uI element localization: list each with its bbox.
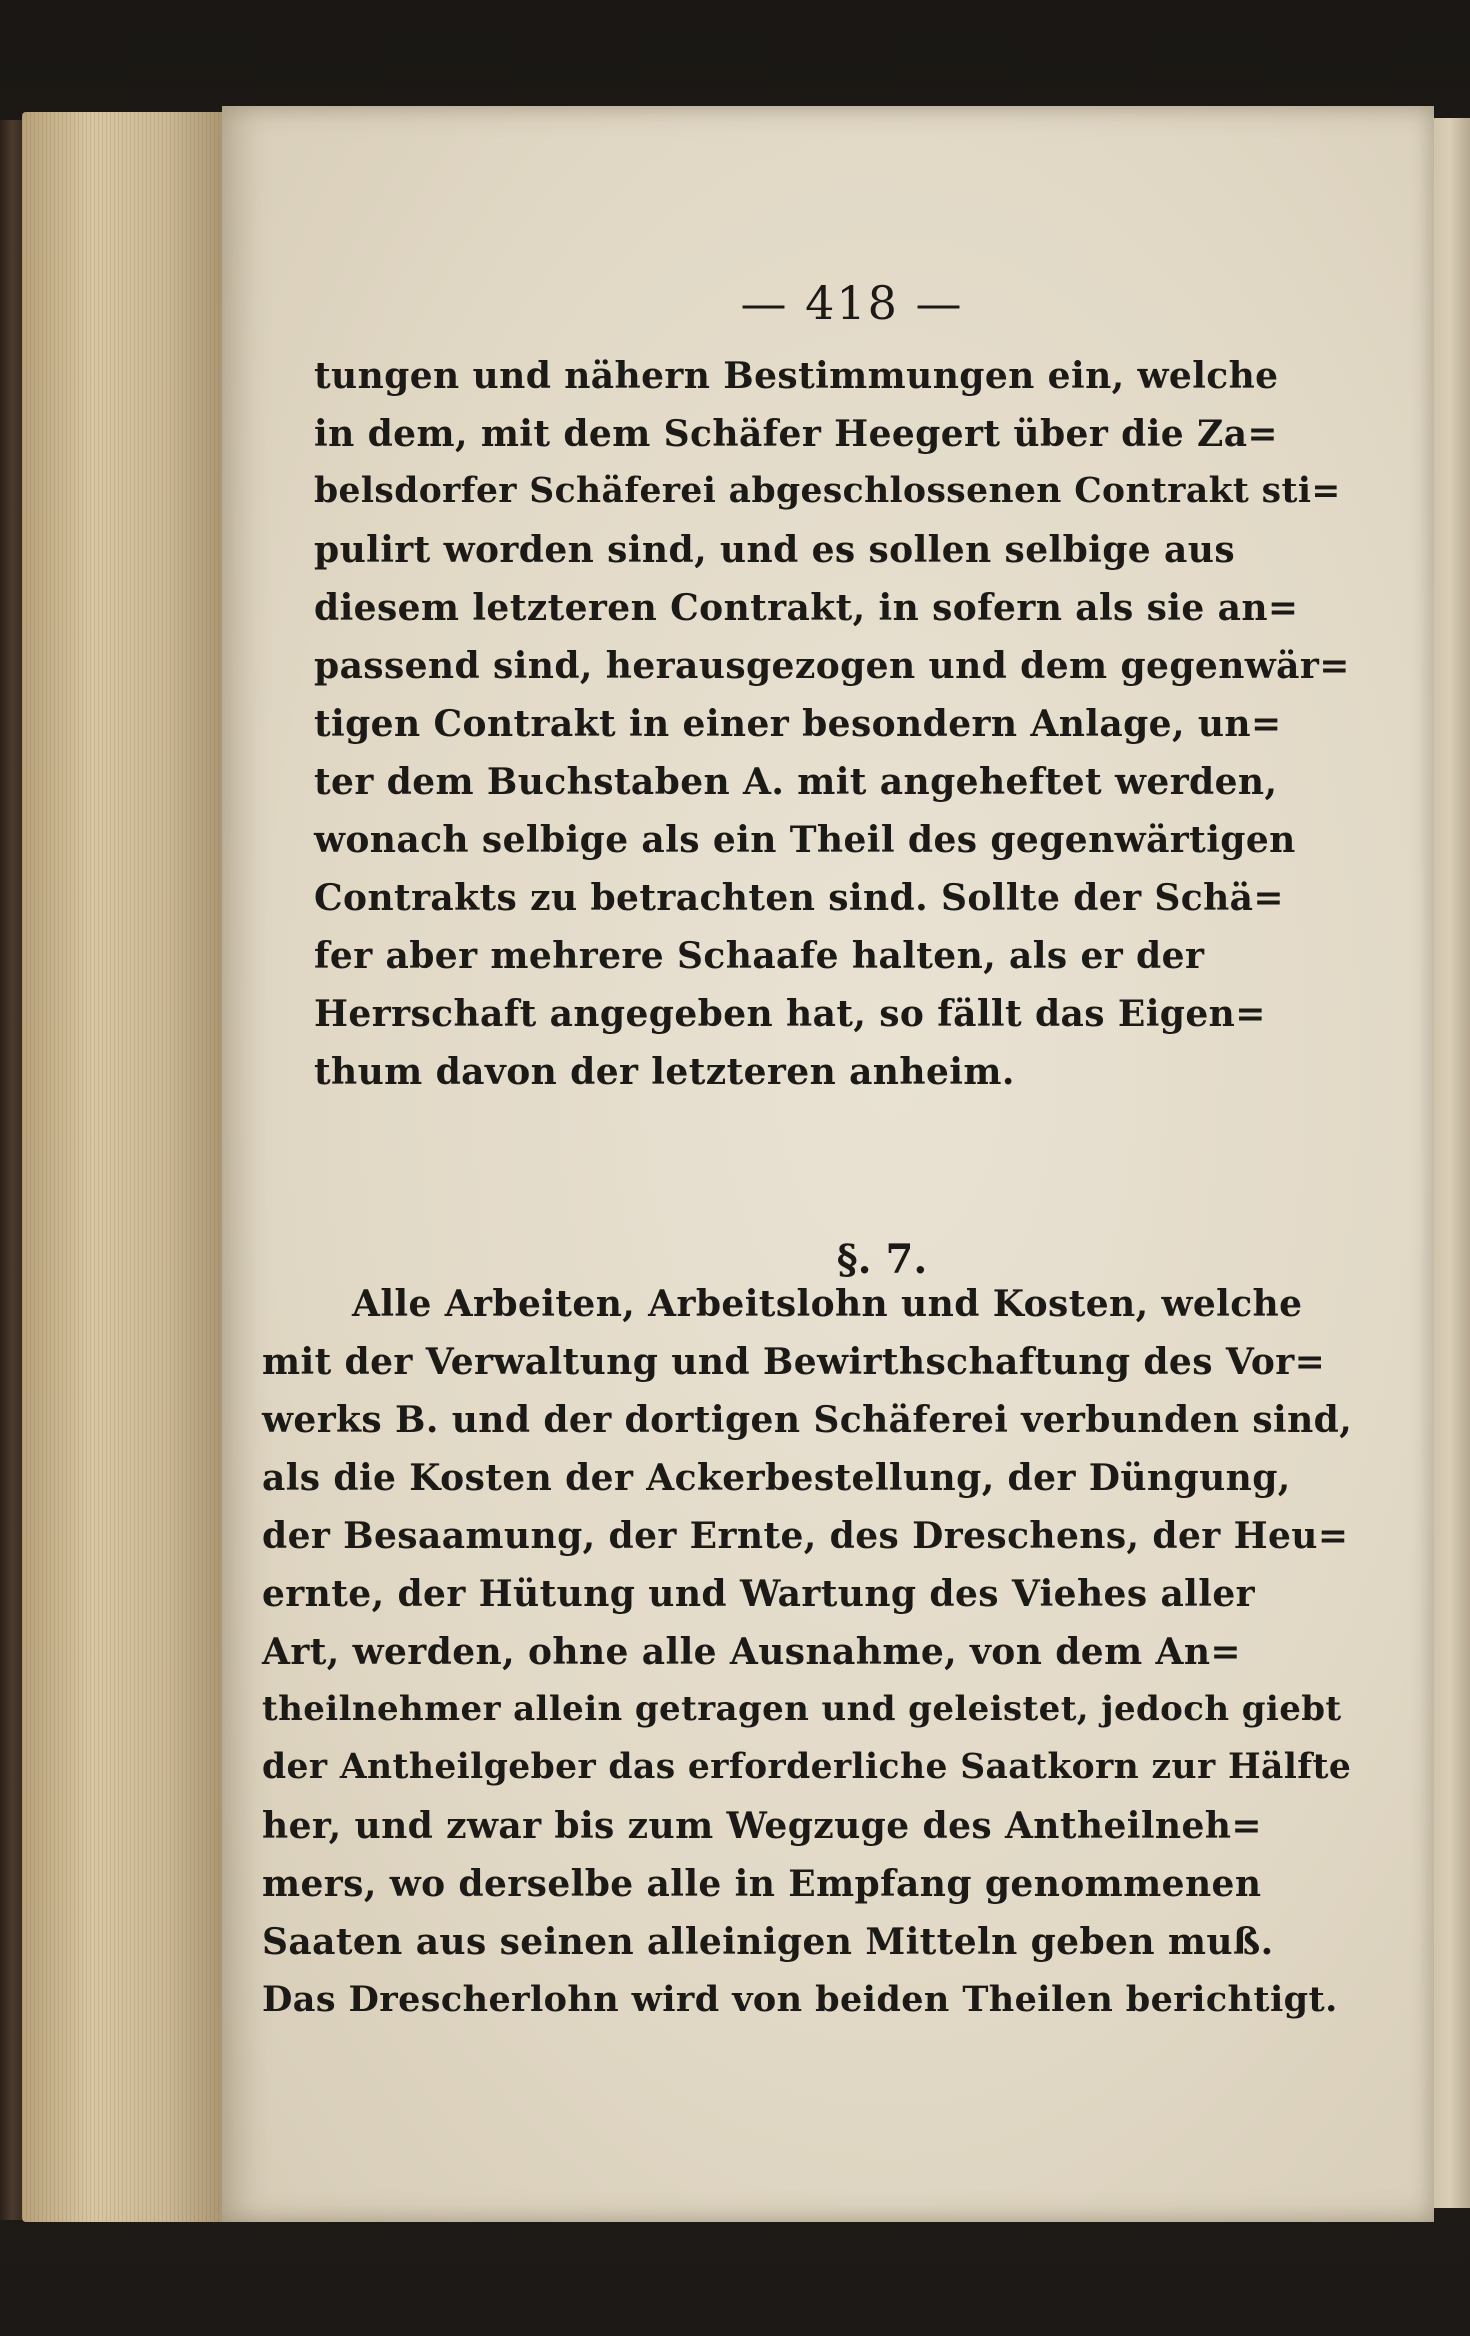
text-line: Saaten aus seinen alleinigen Mitteln geben muß. — [262, 1921, 1274, 1963]
text-line: der Antheilgeber das erforderliche Saatkorn zur Hälfte — [262, 1747, 1352, 1787]
text-line: theilnehmer allein getragen und geleistet, jedoch giebt — [262, 1689, 1342, 1729]
text-line: als die Kosten der Ackerbestellung, der Düngung, — [262, 1457, 1291, 1499]
text-line: tungen und nähern Bestimmungen ein, welche — [314, 355, 1279, 397]
text-line: ernte, der Hütung und Wartung des Viehes aller — [262, 1573, 1256, 1615]
text-line: tigen Contrakt in einer besondern Anlage, un= — [314, 703, 1282, 745]
text-line: werks B. und der dortigen Schäferei verbunden sind, — [262, 1399, 1353, 1441]
text-line: thum davon der letzteren anheim. — [314, 1051, 1015, 1093]
text-line: der Besaamung, der Ernte, des Dreschens, der Heu= — [262, 1515, 1349, 1557]
text-line: pulirt worden sind, und es sollen selbige aus — [314, 529, 1236, 571]
text-line: ter dem Buchstaben A. mit angeheftet werden, — [314, 761, 1278, 803]
text-line: passend sind, herausgezogen und dem gegenwär= — [314, 645, 1350, 687]
text-line: in dem, mit dem Schäfer Heegert über die Za= — [314, 413, 1278, 455]
text-line: fer aber mehrere Schaafe halten, als er der — [314, 935, 1205, 977]
page-edges — [22, 112, 227, 2222]
text-line: mit der Verwaltung und Bewirthschaftung des Vor= — [262, 1341, 1326, 1383]
text-line: Art, werden, ohne alle Ausnahme, von dem An= — [262, 1631, 1242, 1673]
text-line: Contrakts zu betrachten sind. Sollte der Schä= — [314, 877, 1284, 919]
text-line: wonach selbige als ein Theil des gegenwärtigen — [314, 819, 1296, 861]
text-line: belsdorfer Schäferei abgeschlossenen Contrakt sti= — [314, 471, 1341, 511]
section-heading: §. 7. — [836, 1236, 928, 1283]
text-line: diesem letzteren Contrakt, in sofern als sie an= — [314, 587, 1299, 629]
book-page — [222, 106, 1434, 2222]
text-line: Herrschaft angegeben hat, so fällt das Eigen= — [314, 993, 1266, 1035]
page-number: — 418 — — [740, 276, 964, 330]
text-line: her, und zwar bis zum Wegzuge des Antheilneh= — [262, 1805, 1262, 1847]
text-line: Alle Arbeiten, Arbeitslohn und Kosten, welche — [352, 1283, 1303, 1325]
text-line: Das Drescherlohn wird von beiden Theilen berichtigt. — [262, 1979, 1338, 2020]
page-text — [222, 106, 1434, 2222]
text-line: mers, wo derselbe alle in Empfang genommenen — [262, 1863, 1262, 1905]
